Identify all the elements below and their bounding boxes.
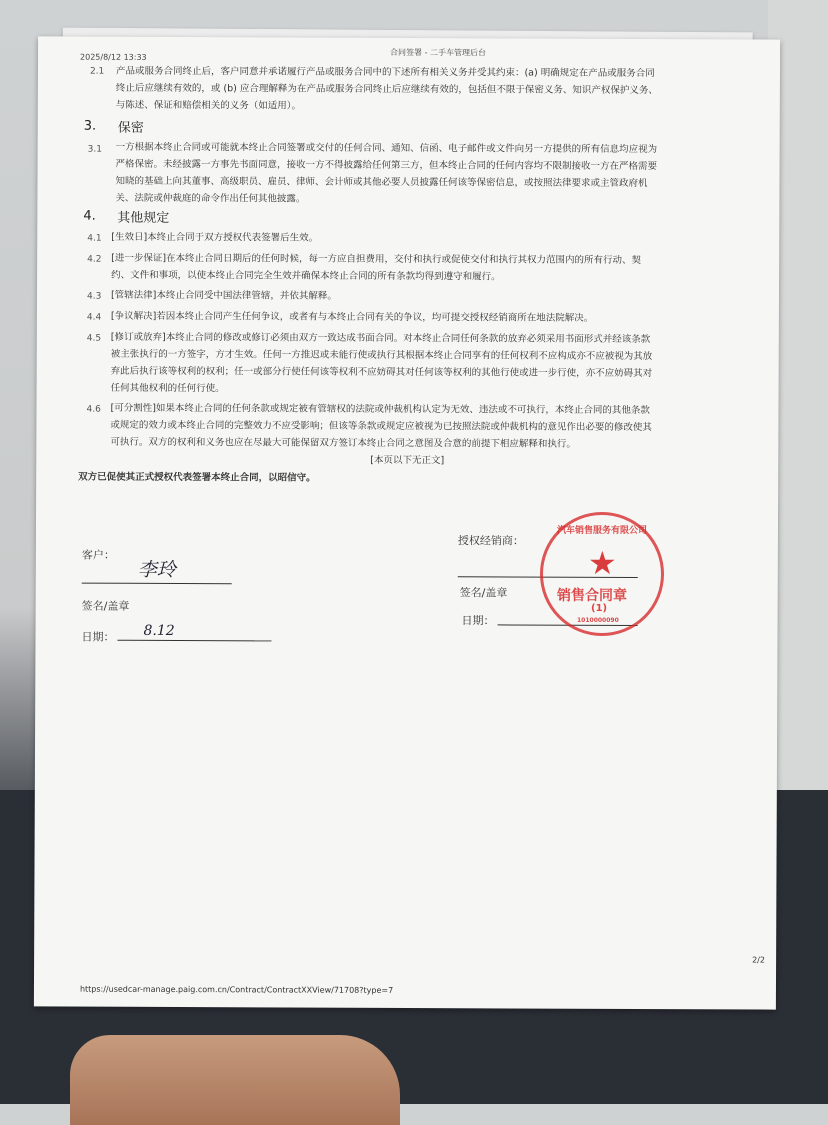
- customer-sign-label: 签名/盖章: [81, 599, 130, 613]
- clause-4-1: [生效日]本终止合同于双方授权代表签署后生效。: [111, 231, 319, 244]
- witness-statement: 双方已促使其正式授权代表签署本终止合同，以昭信守。: [78, 471, 316, 484]
- dealer-sign-label: 签名/盖章: [459, 586, 508, 600]
- clause-4-2-cont: 约、文件和事项，以使本终止合同完全生效并确保本终止合同的所有条款均得到遵守和履行。: [111, 269, 501, 283]
- dealer-date-label: 日期：: [461, 614, 495, 628]
- clause-4-6-cont: 可执行。双方的权利和义务也应在尽最大可能保留双方签订本终止合同之意图及合意的前提下相应解释和执行。: [110, 436, 576, 450]
- company-seal-stamp: [540, 512, 664, 636]
- clause-4-4: [争议解决]若因本终止合同产生任何争议，或者有与本终止合同有关的争议，均可提交授权经销商所在地法院解决。: [110, 310, 594, 324]
- clause-4-2: [进一步保证]在本终止合同日期后的任何时候，每一方应自担费用，交付和执行或促使交付和执行其权力范围内的所有行动、契: [111, 252, 642, 267]
- section-number: 3.: [83, 118, 97, 134]
- clause-4-6: [可分割性]如果本终止合同的任何条款或规定被有管辖权的法院或仲裁机构认定为无效、违法或不可执行，本终止合同的其他条款: [110, 402, 650, 417]
- seal-sub-text: (1): [591, 603, 608, 614]
- clause-4-6-cont: 或规定的效力或本终止合同的完整效力不应受影响；但该等条款或规定应被视为已按照法院或仲裁机构的意见作出必要的修改使其: [110, 419, 652, 434]
- clause-line: 与陈述、保证和赔偿相关的义务（如适用）。: [115, 99, 302, 112]
- seal-code: 1010000090: [577, 617, 619, 624]
- clause-number: 4.6: [86, 404, 101, 415]
- clause-line: 知晓的基础上向其董事、高级职员、雇员、律师、会计师或其他必要人员披露任何该等保密信息，或按照法律要求或主管政府机: [115, 175, 648, 190]
- clause-4-5: [修订或放弃]本终止合同的修改或修订必须由双方一致达成书面合同。对本终止合同任何条款的放弃必须采用书面形式并经该条款: [110, 331, 651, 346]
- clause-number: 4.3: [86, 291, 102, 302]
- clause-number: 3.1: [87, 144, 102, 155]
- seal-ring-text: 汽车销售服务有限公司: [556, 526, 647, 536]
- clause-line: 关、法院或仲裁庭的命令作出任何其他披露。: [115, 192, 306, 205]
- clause-4-5-cont: 弃此后执行该等权利的权利；任一或部分行使任何该等权利不应妨碍其对任何该等权利的其他行使或进一步行使，亦不应妨碍其对: [110, 365, 653, 380]
- customer-label: 客户：: [81, 548, 115, 562]
- clause-4-5-cont: 任何其他权利的任何行使。: [110, 382, 225, 395]
- clause-4-5-cont: 被主张执行的一方签字，方才生效。任何一方推迟或未能行使或执行其根据本终止合同享有的任何权利不应构成亦不应被视为其放: [110, 348, 653, 363]
- customer-date-value: 8.12: [143, 622, 175, 639]
- customer-signature: 李玲: [137, 558, 176, 581]
- contract-page: [34, 36, 780, 1009]
- customer-date-label: 日期：: [81, 630, 115, 644]
- footer-url: https://usedcar-manage.paig.com.cn/Contract/ContractXXView/71708?type=7: [79, 984, 394, 995]
- print-title: 合同签署 - 二手车管理后台: [390, 47, 487, 58]
- clause-number: 4.5: [86, 333, 102, 344]
- clause-line: 一方根据本终止合同或可能就本终止合同签署或交付的任何合同、通知、信函、电子邮件或文件向另一方提供的所有信息均应视为: [115, 141, 658, 156]
- clause-line: 产品或服务合同终止后，客户同意并承诺履行产品或服务合同中的下述所有相关义务并受其约束：(a) 明确规定在产品或服务合同: [115, 65, 655, 80]
- signature-line: [82, 583, 232, 585]
- no-more-text-note: [本页以下无正文]: [370, 454, 445, 467]
- clause-line: 严格保密。未经披露一方事先书面同意，接收一方不得披露给任何第三方，但本终止合同的任何内容均不限制接收一方在严格需要: [115, 158, 658, 173]
- clause-line: 终止后应继续有效的，或 (b) 应合理解释为在产品或服务合同终止后应继续有效的，包括但不限于保密义务、知识产权保护义务、: [115, 82, 658, 97]
- section-number: 4.: [83, 208, 96, 224]
- holding-hand: [70, 1035, 400, 1125]
- clause-number: 4.4: [86, 312, 102, 323]
- date-line: [117, 640, 271, 642]
- seal-star-icon: ★: [588, 544, 617, 582]
- dealer-label: 授权经销商：: [457, 534, 524, 548]
- clause-number: 4.2: [87, 254, 102, 265]
- section-title: 其他规定: [117, 210, 170, 226]
- clause-4-3: [管辖法律]本终止合同受中国法律管辖，并依其解释。: [110, 289, 337, 302]
- seal-center-text: 销售合同章: [557, 588, 627, 604]
- clause-number: 4.1: [87, 233, 102, 244]
- section-title: 保密: [117, 120, 144, 136]
- print-datetime: 2025/8/12 13:33: [80, 52, 147, 62]
- page-number: 2/2: [752, 955, 765, 965]
- clause-number: 2.1: [89, 66, 105, 77]
